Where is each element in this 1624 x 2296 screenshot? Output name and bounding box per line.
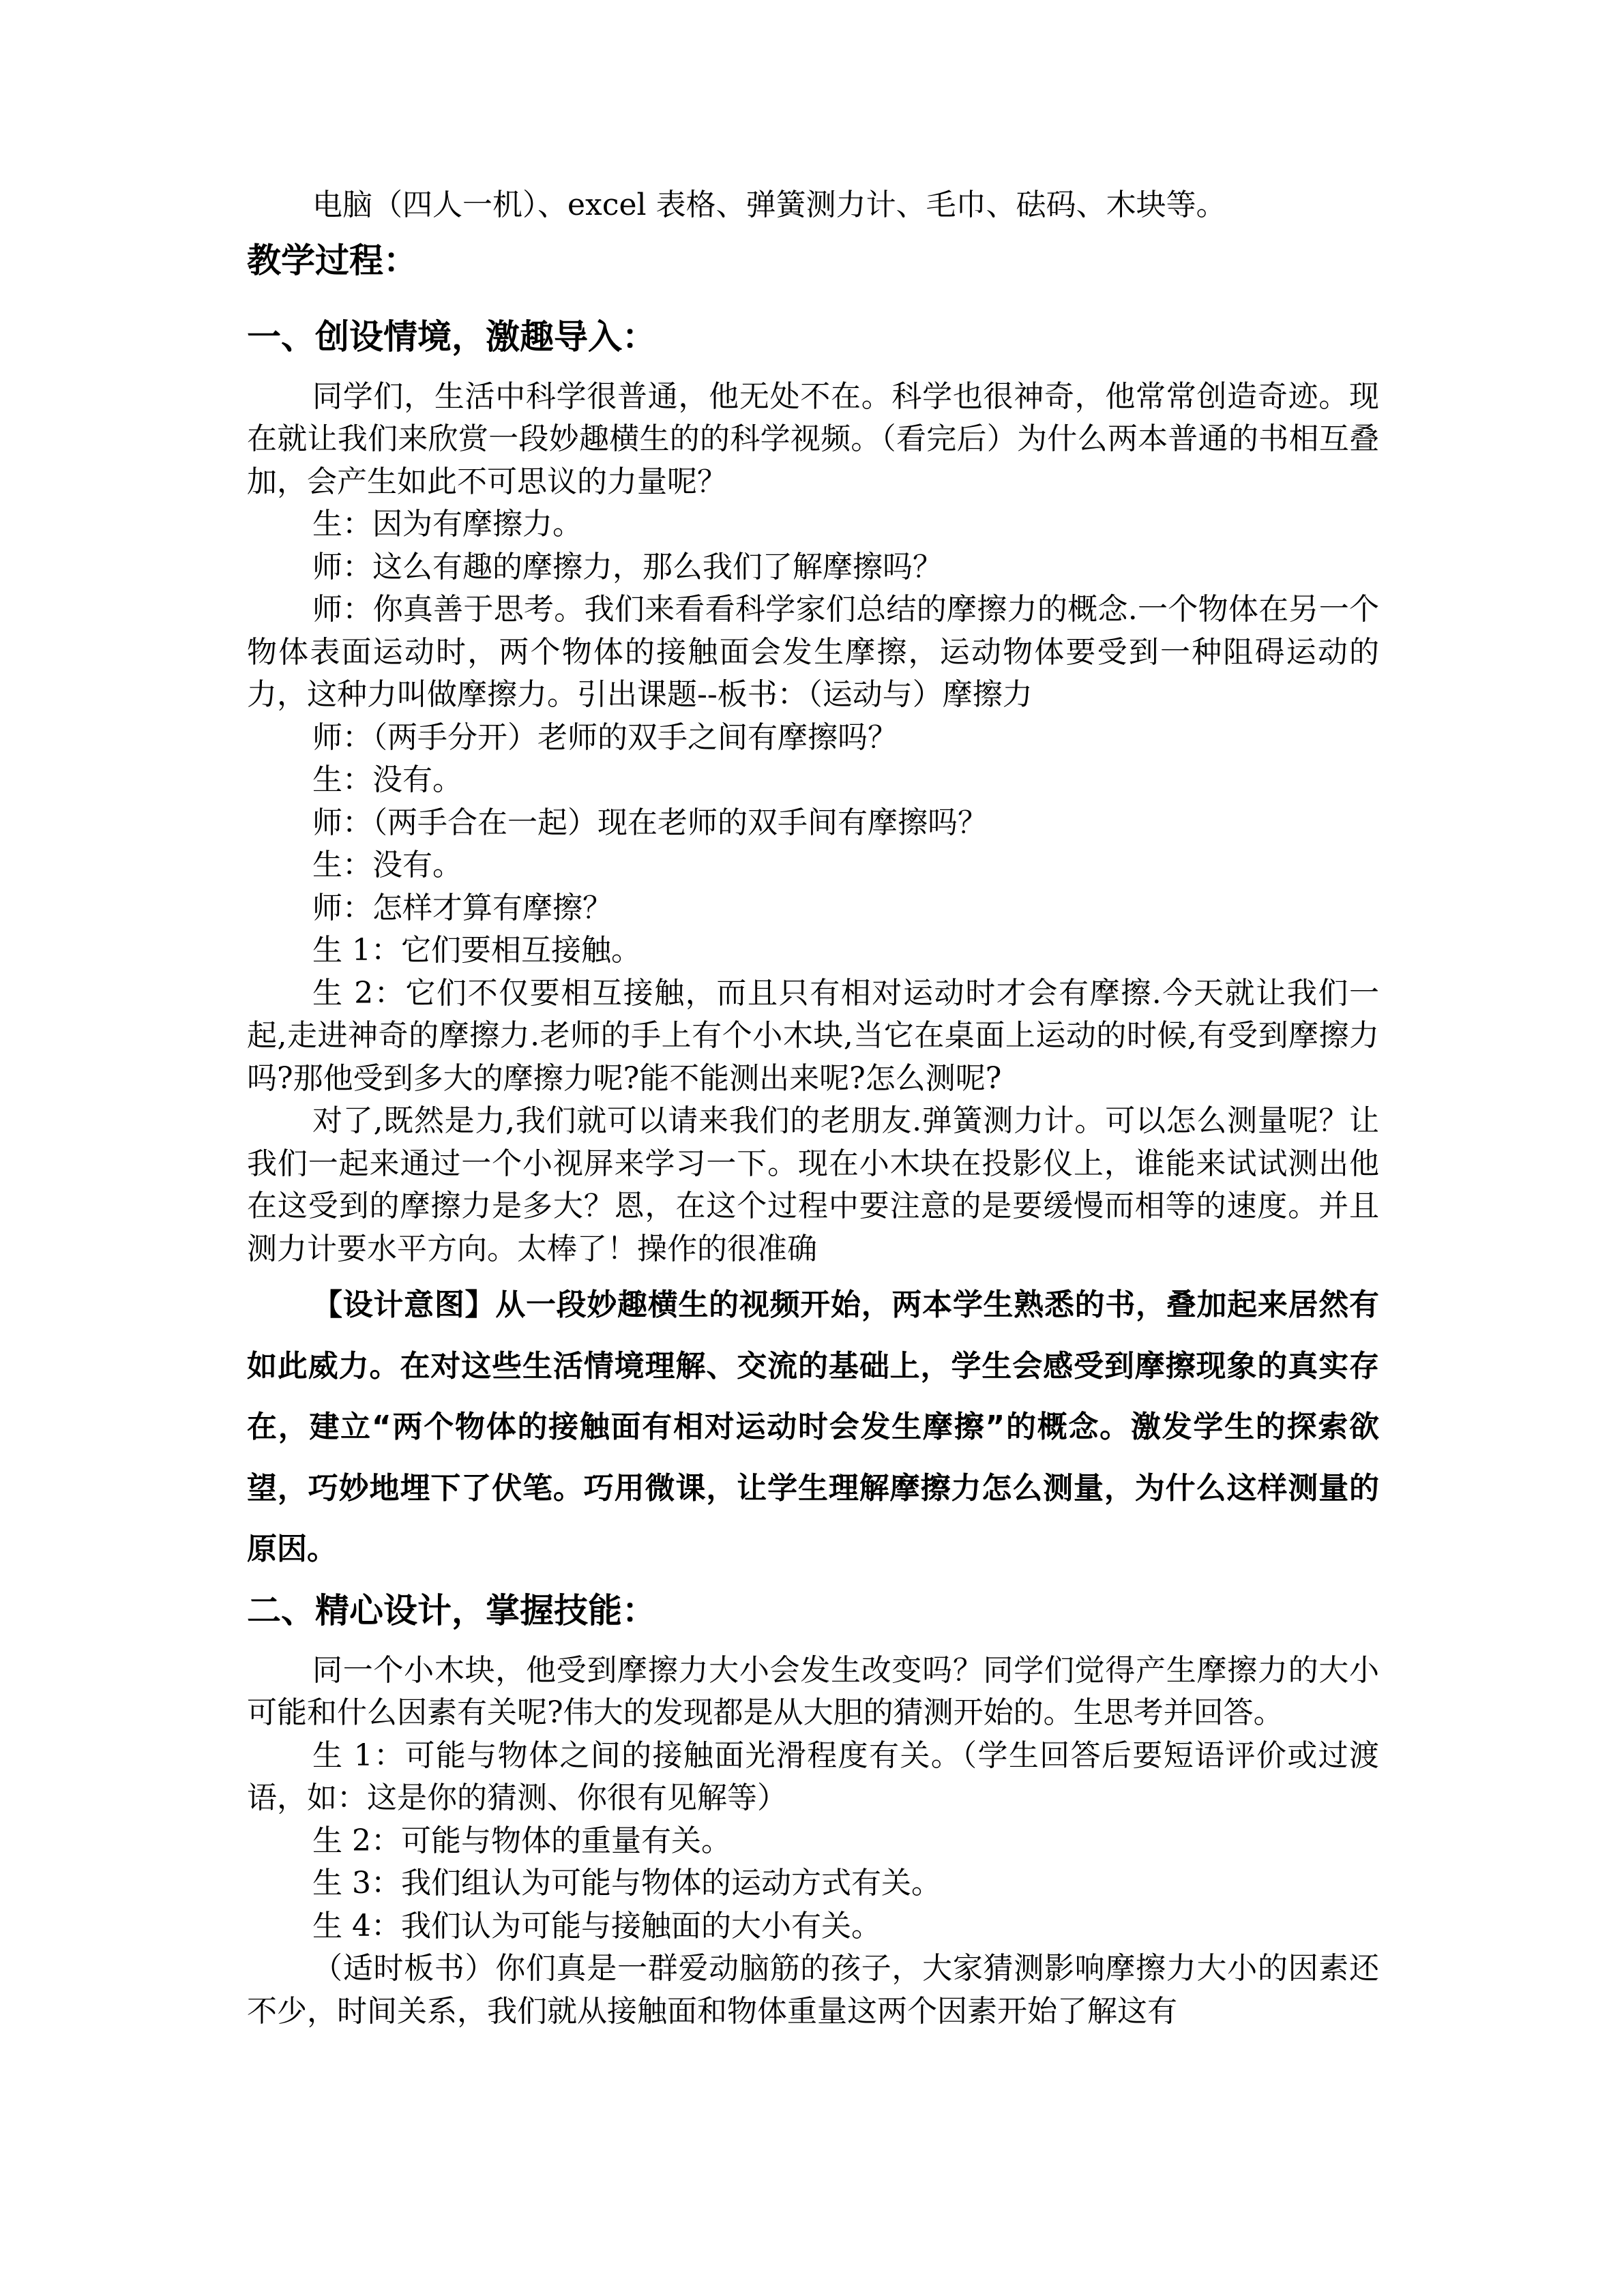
paragraph: 生：没有。 <box>312 762 462 797</box>
paragraph: 生 1：可能与物体之间的接触面光滑程度有关。（学生回答后要短语评价或过渡语，如：这是你的猜测、你很有见解等） <box>247 1738 1379 1815</box>
paragraph: 同一个小木块，他受到摩擦力大小会发生改变吗？同学们觉得产生摩擦力的大小可能和什么因素有关呢?伟大的发现都是从大胆的猜测开始的。生思考并回答。 <box>247 1652 1379 1730</box>
paragraph: 师：（两手合在一起）现在老师的双手间有摩擦吗？ <box>312 805 988 840</box>
paragraph: 师：怎样才算有摩擦？ <box>312 890 612 925</box>
paragraph: 对了,既然是力,我们就可以请来我们的老朋友.弹簧测力计。可以怎么测量呢？让我们一起来通过一个小视屏来学习一下。现在小木块在投影仪上，谁能来试试测出他在这受到的摩擦力是多大？恩，在这个过程中要注意的是要缓慢而相等的速度。并且测力计要水平方向。太棒了！操作的很准确 <box>247 1103 1379 1266</box>
paragraph: 师：你真善于思考。我们来看看科学家们总结的摩擦力的概念.一个物体在另一个物体表面运动时，两个物体的接触面会发生摩擦，运动物体要受到一种阻碍运动的力，这种力叫做摩擦力。引出课题--板书：（运动与）摩擦力 <box>247 592 1379 712</box>
heading-teaching-process: 教学过程： <box>247 240 417 280</box>
paragraph: 生 4：我们认为可能与接触面的大小有关。 <box>312 1908 881 1943</box>
heading-section-2: 二、精心设计，掌握技能： <box>247 1590 656 1630</box>
document-page <box>247 184 1379 2033</box>
section-2-body <box>247 1650 1379 2033</box>
design-intent: 【设计意图】从一段妙趣横生的视频开始，两本学生熟悉的书，叠加起来居然有如此威力。在对这些生活情境理解、交流的基础上，学生会感受到摩擦现象的真实存在，建立“两个物体的接触面有相对运动时会发生摩擦”的概念。激发学生的探索欲望，巧妙地埋下了伏笔。巧用微课，让学生理解摩擦力怎么测量，为什么这样测量的原因。 <box>247 1287 1379 1566</box>
materials-line: 电脑（四人一机）、excel 表格、弹簧测力计、毛巾、砝码、木块等。 <box>312 188 1226 222</box>
paragraph: 生 1：它们要相互接触。 <box>312 933 641 968</box>
paragraph: 生 3：我们组认为可能与物体的运动方式有关。 <box>312 1866 941 1900</box>
paragraph: 生：没有。 <box>312 848 462 882</box>
section-1-body <box>247 376 1379 1271</box>
paragraph: 同学们，生活中科学很普通，他无处不在。科学也很神奇，他常常创造奇迹。现在就让我们来欣赏一段妙趣横生的的科学视频。（看完后）为什么两本普通的书相互叠加，会产生如此不可思议的力量呢？ <box>247 378 1379 499</box>
paragraph: 生：因为有摩擦力。 <box>312 507 582 541</box>
heading-section-1: 一、创设情境，激趣导入： <box>247 316 656 357</box>
paragraph: （适时板书）你们真是一群爱动脑筋的孩子，大家猜测影响摩擦力大小的因素还不少，时间关系，我们就从接触面和物体重量这两个因素开始了解这有 <box>247 1951 1379 2029</box>
paragraph: 生 2：它们不仅要相互接触，而且只有相对运动时才会有摩擦.今天就让我们一起,走进神奇的摩擦力.老师的手上有个小木块,当它在桌面上运动的时候,有受到摩擦力吗?那他受到多大的摩擦力呢?能不能测出来呢?怎么测呢? <box>247 975 1379 1096</box>
paragraph: 生 2：可能与物体的重量有关。 <box>312 1823 731 1858</box>
paragraph: 师：这么有趣的摩擦力，那么我们了解摩擦吗？ <box>312 549 943 584</box>
paragraph: 师：（两手分开）老师的双手之间有摩擦吗？ <box>312 719 898 755</box>
